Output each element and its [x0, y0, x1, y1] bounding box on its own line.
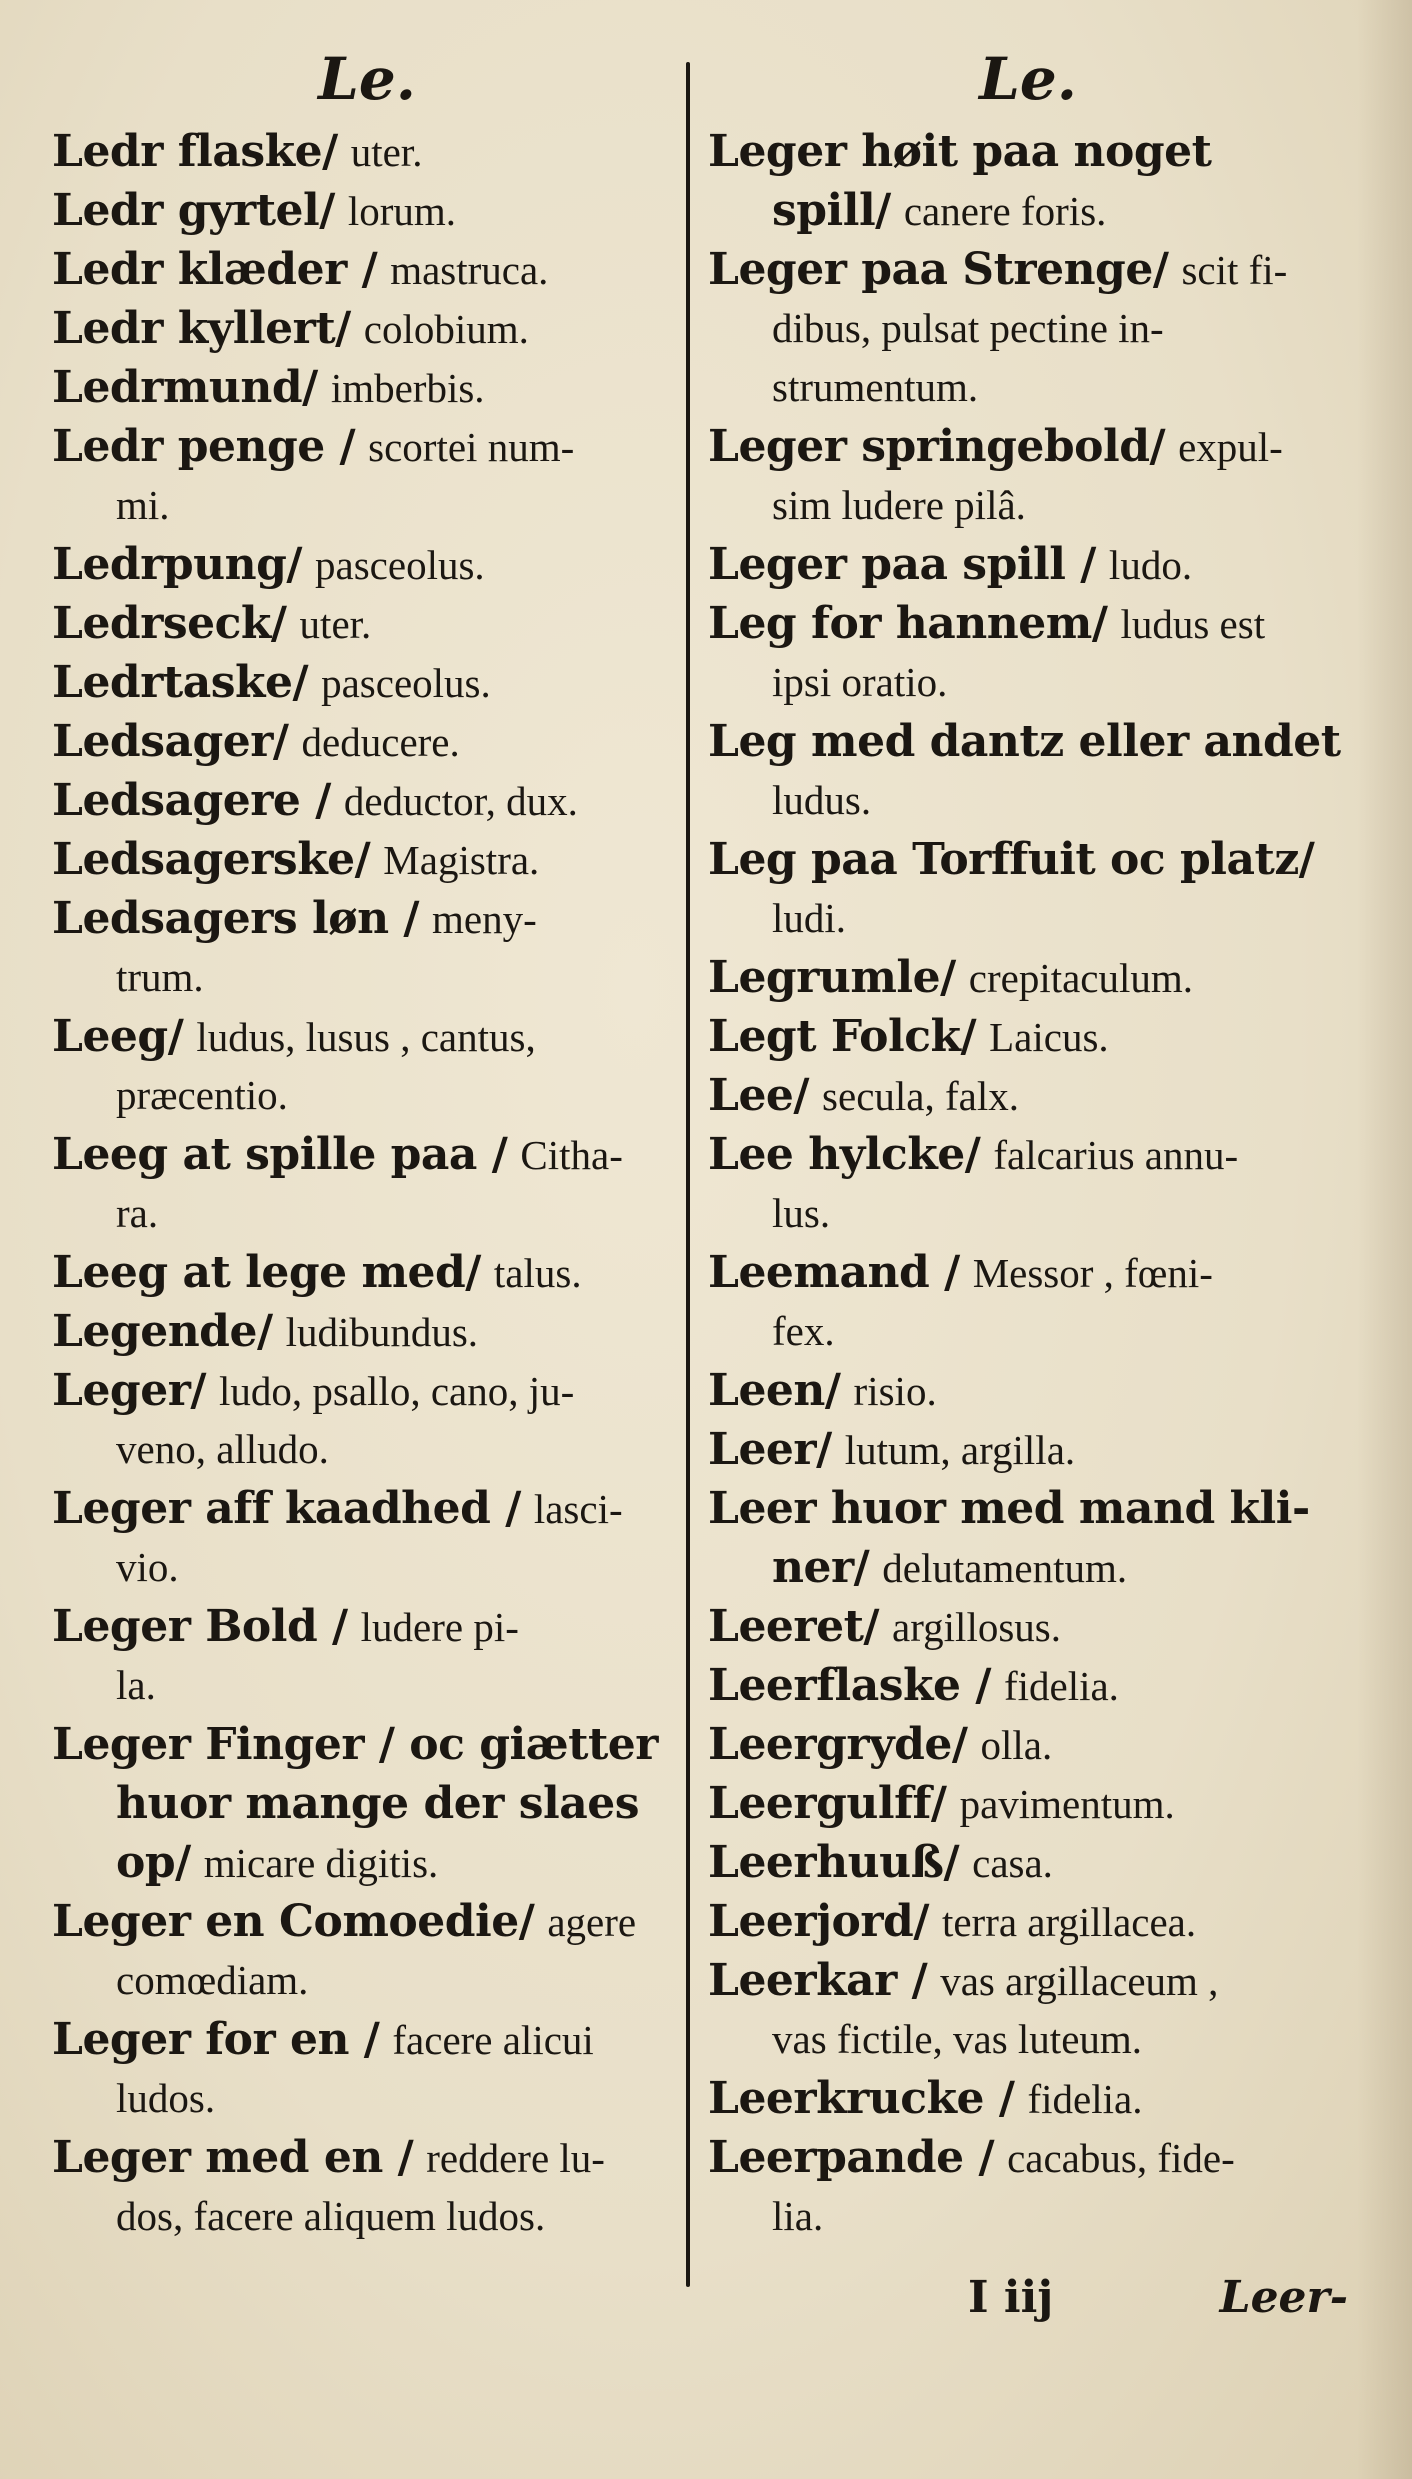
dictionary-entry: [52, 1715, 682, 1892]
entry-line: [708, 1715, 1348, 1774]
signature-mark: I iij: [968, 2272, 1054, 2323]
entry-line: [708, 1007, 1348, 1066]
entry-headword: Lee/: [708, 1070, 809, 1121]
entry-latin: Citha-: [520, 1132, 623, 1178]
entry-latin-continuation: vas fictile, vas luteum.: [772, 2016, 1143, 2062]
entry-latin-continuation: ra.: [116, 1190, 159, 1236]
dictionary-entry: [708, 535, 1348, 594]
entry-headword: Leger/: [52, 1365, 206, 1416]
entry-latin: fidelia.: [1003, 1663, 1119, 1709]
dictionary-entry: [708, 1361, 1348, 1420]
entry-headword: Leeg at spille paa /: [52, 1129, 508, 1180]
dictionary-entry: [52, 830, 682, 889]
entry-line: [708, 594, 1348, 653]
entry-latin: Magistra.: [383, 837, 540, 883]
entry-line: [708, 1833, 1348, 1892]
entry-latin-continuation: la.: [116, 1662, 156, 1708]
entry-headword: Ledsagerske/: [52, 834, 371, 885]
entry-latin: pasceolus.: [321, 660, 491, 706]
entry-line: [708, 1361, 1348, 1420]
entry-line: [708, 1597, 1348, 1656]
entry-continuation: [708, 476, 1348, 535]
entry-continuation: [708, 181, 1348, 240]
dictionary-entry: [708, 417, 1348, 535]
entry-headword: Leemand /: [708, 1247, 960, 1298]
entry-latin: Messor , fœni-: [972, 1250, 1213, 1296]
entry-line: [52, 1361, 682, 1420]
entry-latin: ludibundus.: [285, 1309, 479, 1355]
entry-line: [52, 1125, 682, 1184]
dictionary-entry: [708, 2128, 1348, 2246]
entry-headword: Ledr gyrtel/: [52, 185, 335, 236]
entry-latin: ludo.: [1108, 542, 1193, 588]
entry-latin: lasci-: [533, 1486, 623, 1532]
entry-continuation: [708, 299, 1348, 358]
entry-line: [708, 1479, 1348, 1538]
entry-latin-continuation: strumentum.: [772, 364, 979, 410]
dictionary-entry: [708, 1774, 1348, 1833]
entry-line: [52, 889, 682, 948]
dictionary-entry: [708, 1715, 1348, 1774]
entry-continuation: [52, 2069, 682, 2128]
entry-headword: Ledsager/: [52, 716, 289, 767]
dictionary-entry: [52, 594, 682, 653]
entry-headword: Ledsagers løn /: [52, 893, 419, 944]
entry-latin-continuation: ipsi oratio.: [772, 659, 948, 705]
entry-latin: deducere.: [301, 719, 460, 765]
entry-line: [708, 2069, 1348, 2128]
dictionary-entry: [52, 122, 682, 181]
dictionary-entry: [708, 1420, 1348, 1479]
page-edge-shadow: [1357, 0, 1412, 2479]
left-entries: [52, 122, 682, 2246]
column-divider: [686, 62, 690, 2287]
entry-line: [708, 240, 1348, 299]
dictionary-entry: [52, 240, 682, 299]
entry-line: [708, 1951, 1348, 2010]
entry-headword: Lee hylcke/: [708, 1129, 981, 1180]
entry-latin: ludo, psallo, cano, ju-: [219, 1368, 575, 1414]
dictionary-entry: [52, 1892, 682, 2010]
entry-line: [52, 181, 682, 240]
dictionary-entry: [708, 1125, 1348, 1243]
entry-latin: talus.: [493, 1250, 582, 1296]
entry-line: [708, 1420, 1348, 1479]
entry-latin: terra argillacea.: [941, 1899, 1197, 1945]
entry-continuation: [708, 1538, 1348, 1597]
entry-continuation: [52, 1066, 682, 1125]
entry-continuation: [52, 1951, 682, 2010]
entry-line: [52, 417, 682, 476]
entry-line: [708, 1774, 1348, 1833]
entry-line: [52, 1302, 682, 1361]
entry-headword: Leerpande /: [708, 2132, 995, 2183]
dictionary-entry: [708, 712, 1348, 830]
dictionary-entry: [52, 1361, 682, 1479]
dictionary-entry: [708, 1951, 1348, 2069]
entry-headword: Legrumle/: [708, 952, 956, 1003]
dictionary-entry: [52, 712, 682, 771]
entry-latin-continuation: ludus.: [772, 777, 872, 823]
entry-line: [52, 240, 682, 299]
entry-latin-continuation: micare digitis.: [203, 1840, 439, 1886]
entry-line: [708, 712, 1348, 771]
entry-continuation: [52, 2187, 682, 2246]
dictionary-entry: [52, 1479, 682, 1597]
dictionary-entry: [52, 535, 682, 594]
entry-latin: colobium.: [363, 306, 529, 352]
entry-headword: Leerflaske /: [708, 1660, 991, 1711]
entry-headword: Leger Bold /: [52, 1601, 348, 1652]
dictionary-entry: [708, 1007, 1348, 1066]
entry-line: [52, 830, 682, 889]
dictionary-entry: [708, 2069, 1348, 2128]
entry-latin: pasceolus.: [315, 542, 485, 588]
entry-line: [52, 122, 682, 181]
entry-headword: Ledr penge /: [52, 421, 356, 472]
right-entries: [708, 122, 1348, 2246]
entry-latin-continuation: lus.: [772, 1190, 831, 1236]
dictionary-entry: [708, 830, 1348, 948]
entry-line: [52, 1715, 682, 1774]
right-column: [708, 38, 1348, 2246]
dictionary-entry: [708, 1066, 1348, 1125]
entry-latin: cacabus, fide-: [1007, 2135, 1235, 2181]
entry-latin: imberbis.: [330, 365, 485, 411]
entry-line: [52, 1007, 682, 1066]
left-column-header: Le.: [318, 45, 416, 113]
entry-latin-continuation: delutamentum.: [882, 1545, 1128, 1591]
dictionary-entry: [52, 2010, 682, 2128]
entry-latin-continuation: præcentio.: [116, 1072, 288, 1118]
entry-continuation: [52, 1538, 682, 1597]
entry-latin-continuation: sim ludere pilâ.: [772, 482, 1026, 528]
entry-headword: Legende/: [52, 1306, 273, 1357]
dictionary-entry: [708, 1597, 1348, 1656]
dictionary-entry: [52, 1007, 682, 1125]
entry-latin: lutum, argilla.: [844, 1427, 1076, 1473]
entry-latin-continuation: ludi.: [772, 895, 847, 941]
entry-line: [52, 771, 682, 830]
entry-line: [52, 535, 682, 594]
entry-latin: agere: [547, 1899, 637, 1945]
right-column-header: Le.: [979, 45, 1077, 113]
entry-latin-continuation: veno, alludo.: [116, 1426, 329, 1472]
entry-continuation: [708, 358, 1348, 417]
entry-latin: secula, falx.: [822, 1073, 1019, 1119]
entry-line: [52, 2128, 682, 2187]
entry-headword: Leger med en /: [52, 2132, 414, 2183]
entry-headword: Ledsagere /: [52, 775, 331, 826]
dictionary-entry: [52, 417, 682, 535]
entry-line: [708, 417, 1348, 476]
entry-line: [708, 1243, 1348, 1302]
entry-latin-continuation: mi.: [116, 482, 170, 528]
entry-latin: expul-: [1178, 424, 1283, 470]
entry-headword: Leergryde/: [708, 1719, 968, 1770]
dictionary-entry: [708, 1656, 1348, 1715]
dictionary-entry: [708, 948, 1348, 1007]
dictionary-entry: [52, 358, 682, 417]
entry-line: [52, 1597, 682, 1656]
entry-line: [52, 1892, 682, 1951]
entry-headword: Ledr klæder /: [52, 244, 378, 295]
entry-latin-continuation: ludos.: [116, 2075, 216, 2121]
entry-headword: Legt Folck/: [708, 1011, 977, 1062]
entry-headword: Ledr flaske/: [52, 126, 338, 177]
entry-headword: Leeg/: [52, 1011, 184, 1062]
entry-headword: Leerhuuß/: [708, 1837, 960, 1888]
entry-latin: ludus, lusus , cantus,: [196, 1014, 536, 1060]
entry-line: [708, 2128, 1348, 2187]
entry-headword: Leg med dantz eller andet: [708, 716, 1341, 767]
entry-latin: falcarius annu-: [993, 1132, 1239, 1178]
dictionary-entry: [52, 1597, 682, 1715]
entry-line: [52, 2010, 682, 2069]
dictionary-entry: [708, 1833, 1348, 1892]
entry-headword: Ledrseck/: [52, 598, 287, 649]
entry-headword: Ledrtaske/: [52, 657, 309, 708]
entry-continuation: [708, 653, 1348, 712]
entry-latin-continuation: comœdiam.: [116, 1957, 309, 2003]
entry-latin: risio.: [853, 1368, 937, 1414]
entry-continuation: [52, 948, 682, 1007]
entry-line: [52, 1243, 682, 1302]
entry-continuation: [708, 2010, 1348, 2069]
entry-headword: Leger høit paa noget: [708, 126, 1212, 177]
entry-headword-continuation: spill/: [772, 185, 891, 236]
entry-headword: Leen/: [708, 1365, 841, 1416]
entry-line: [708, 1656, 1348, 1715]
entry-continuation: [52, 1656, 682, 1715]
entry-headword: Leg for hannem/: [708, 598, 1108, 649]
entry-line: [52, 299, 682, 358]
entry-latin: ludere pi-: [360, 1604, 519, 1650]
entry-line: [52, 653, 682, 712]
dictionary-entry: [52, 181, 682, 240]
entry-latin: scit fi-: [1181, 247, 1288, 293]
entry-latin: uter.: [299, 601, 372, 647]
entry-continuation: [708, 1302, 1348, 1361]
entry-latin-continuation: dos, facere aliquem ludos.: [116, 2193, 546, 2239]
entry-headword: Ledr kyllert/: [52, 303, 351, 354]
entry-latin-continuation: dibus, pulsat pectine in-: [772, 305, 1164, 351]
entry-continuation: [52, 476, 682, 535]
dictionary-entry: [52, 1302, 682, 1361]
entry-continuation: [708, 889, 1348, 948]
dictionary-entry: [708, 594, 1348, 712]
entry-latin: mastruca.: [390, 247, 549, 293]
dictionary-entry: [708, 122, 1348, 240]
entry-line: [52, 1479, 682, 1538]
entry-headword: Leger paa Strenge/: [708, 244, 1169, 295]
entry-latin: meny-: [432, 896, 537, 942]
entry-headword: Leger springebold/: [708, 421, 1166, 472]
entry-latin: facere alicui: [392, 2017, 594, 2063]
dictionary-entry: [52, 1125, 682, 1243]
entry-headword: Ledrpung/: [52, 539, 302, 590]
entry-latin: casa.: [972, 1840, 1053, 1886]
entry-latin: crepitaculum.: [968, 955, 1194, 1001]
dictionary-entry: [708, 1243, 1348, 1361]
entry-headword: Leeret/: [708, 1601, 879, 1652]
entry-headword-continuation: huor mange der slaes: [116, 1778, 639, 1829]
entry-line: [708, 1892, 1348, 1951]
entry-line: [708, 535, 1348, 594]
entry-continuation: [52, 1833, 682, 1892]
entry-latin: reddere lu-: [426, 2135, 605, 2181]
entry-latin-continuation: vio.: [116, 1544, 179, 1590]
entry-headword: Leger Finger / oc giætter: [52, 1719, 658, 1770]
entry-latin: vas argillaceum ,: [940, 1958, 1219, 2004]
entry-line: [708, 1066, 1348, 1125]
entry-headword-continuation: op/: [116, 1837, 191, 1888]
entry-headword: Leger paa spill /: [708, 539, 1096, 590]
dictionary-entry: [708, 1479, 1348, 1597]
entry-latin: scortei num-: [368, 424, 575, 470]
entry-line: [52, 358, 682, 417]
entry-latin: ludus est: [1120, 601, 1266, 647]
entry-headword: Leger aff kaadhed /: [52, 1483, 521, 1534]
entry-line: [52, 712, 682, 771]
entry-line: [708, 1125, 1348, 1184]
entry-headword: Leer huor med mand kli-: [708, 1483, 1310, 1534]
entry-line: [708, 122, 1348, 181]
dictionary-entry: [52, 299, 682, 358]
dictionary-entry: [52, 771, 682, 830]
entry-headword: Leerjord/: [708, 1896, 929, 1947]
entry-headword: Leger for en /: [52, 2014, 380, 2065]
entry-latin-continuation: fex.: [772, 1308, 835, 1354]
entry-headword: Leger en Comoedie/: [52, 1896, 535, 1947]
entry-latin-continuation: lia.: [772, 2193, 824, 2239]
entry-continuation: [52, 1774, 682, 1833]
entry-latin: lorum.: [347, 188, 457, 234]
entry-latin: uter.: [350, 129, 423, 175]
entry-headword: Ledrmund/: [52, 362, 318, 413]
entry-headword: Leeg at lege med/: [52, 1247, 481, 1298]
entry-line: [52, 594, 682, 653]
entry-latin: pavimentum.: [959, 1781, 1175, 1827]
entry-latin: Laicus.: [989, 1014, 1109, 1060]
dictionary-entry: [708, 1892, 1348, 1951]
entry-latin: olla.: [980, 1722, 1053, 1768]
page-footer: [708, 2268, 1348, 2328]
dictionary-entry: [708, 240, 1348, 417]
entry-line: [708, 948, 1348, 1007]
entry-headword: Leerkrucke /: [708, 2073, 1015, 2124]
dictionary-entry: [52, 1243, 682, 1302]
entry-latin: fidelia.: [1027, 2076, 1143, 2122]
entry-headword: Leergulff/: [708, 1778, 947, 1829]
entry-headword: Leerkar /: [708, 1955, 928, 2006]
entry-continuation: [708, 2187, 1348, 2246]
dictionary-entry: [52, 2128, 682, 2246]
entry-continuation: [708, 1184, 1348, 1243]
entry-headword-continuation: ner/: [772, 1542, 870, 1593]
entry-continuation: [52, 1184, 682, 1243]
entry-latin: deductor, dux.: [343, 778, 578, 824]
catchword: Leer-: [1219, 2272, 1348, 2323]
entry-continuation: [708, 771, 1348, 830]
left-column: [52, 38, 682, 2246]
entry-headword: Leer/: [708, 1424, 832, 1475]
dictionary-entry: [52, 653, 682, 712]
entry-headword: Leg paa Torffuit oc platz/: [708, 834, 1315, 885]
entry-line: [708, 830, 1348, 889]
entry-latin: argillosus.: [892, 1604, 1061, 1650]
entry-latin-continuation: trum.: [116, 954, 204, 1000]
entry-continuation: [52, 1420, 682, 1479]
entry-latin-continuation: canere foris.: [903, 188, 1107, 234]
dictionary-entry: [52, 889, 682, 1007]
